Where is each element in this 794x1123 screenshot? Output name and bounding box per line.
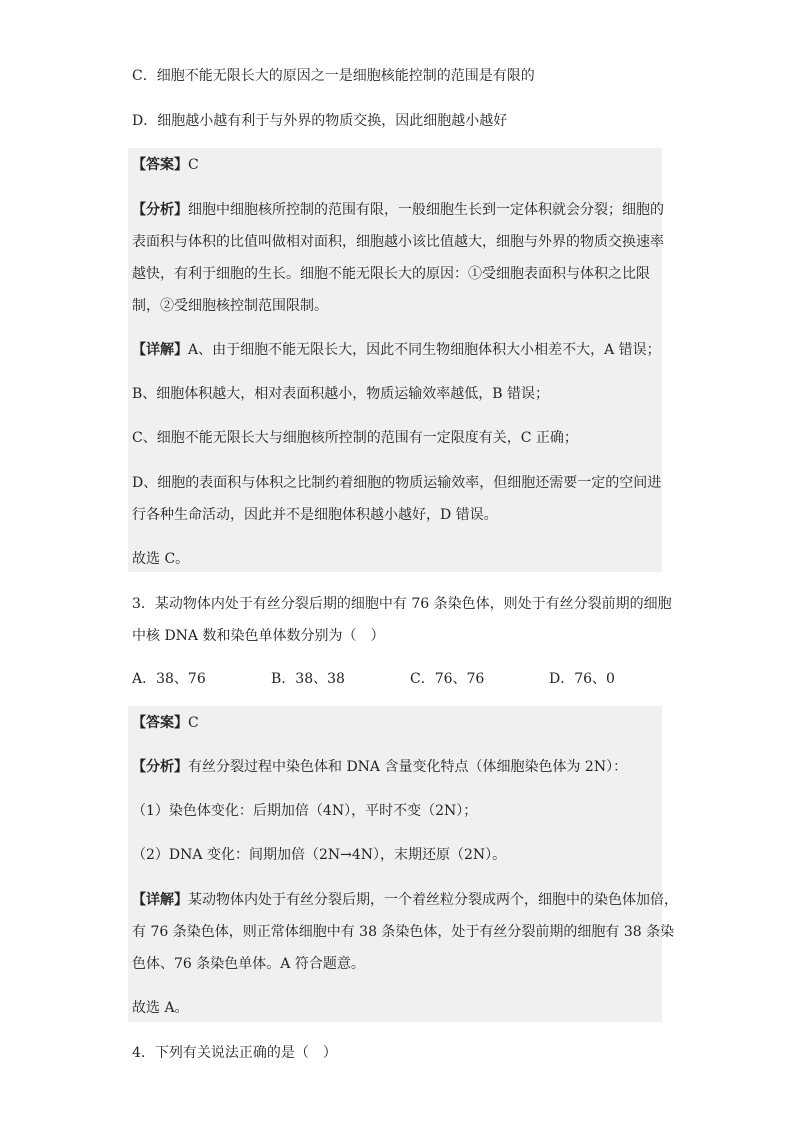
q3-analysis-line-1	[132, 757, 627, 777]
option-c: C．细胞不能无限长大的原因之一是细胞核能控制的范围是有限的	[132, 68, 535, 84]
q3-answer	[132, 713, 199, 733]
q3-analysis-text: 有丝分裂过程中染色体和 DNA 含量变化特点（体细胞染色体为 2N）：	[188, 759, 628, 775]
q3-option-b: B．38、38	[271, 671, 345, 687]
q3-analysis-line-3: （2）DNA 变化：间期加倍（2N→4N），末期还原（2N）。	[132, 847, 507, 863]
q3-stem-line-1: 3．某动物体内处于有丝分裂后期的细胞中有 76 条染色体，则处于有丝分裂前期的细胞	[132, 596, 672, 612]
q3-stem-line-2: 中核 DNA 数和染色单体数分别为（ ）	[132, 628, 385, 644]
q3-detail-line-3: 色体、76 条染色单体。A 符合题意。	[132, 956, 365, 972]
q3-detail-text: 某动物体内处于有丝分裂后期，一个着丝粒分裂成两个，细胞中的染色体加倍，	[188, 892, 678, 908]
q3-analysis-line-2: （1）染色体变化：后期加倍（4N），平时不变（2N）；	[132, 803, 478, 819]
q2-detail-tag: 【详解】	[132, 342, 188, 358]
q3-detail-line-1	[132, 890, 678, 910]
q2-detail-line-4: D、细胞的表面积与体积之比制约着细胞的物质运输效率，但细胞还需要一定的空间进	[132, 475, 662, 491]
q3-option-a: A．38、76	[132, 671, 206, 687]
q3-analysis-tag: 【分析】	[132, 759, 188, 775]
q2-analysis-line-1	[132, 200, 664, 220]
q3-option-c: C．76、76	[410, 671, 485, 687]
option-d: D．细胞越小越有利于与外界的物质交换，因此细胞越小越好	[132, 113, 508, 129]
q2-conclusion: 故选 C。	[132, 551, 190, 567]
q2-detail-line-2: B、细胞体积越大，相对表面积越小，物质运输效率越低，B 错误；	[132, 386, 550, 402]
q3-detail-tag: 【详解】	[132, 892, 188, 908]
q2-analysis-line-4: 制，②受细胞核控制范围限制。	[132, 298, 328, 314]
q2-analysis-tag: 【分析】	[132, 202, 188, 218]
q4-stem: 4．下列有关说法正确的是（ ）	[132, 1045, 337, 1061]
q3-conclusion: 故选 A。	[132, 1000, 189, 1016]
q2-analysis-text: 细胞中细胞核所控制的范围有限，一般细胞生长到一定体积就会分裂；细胞的	[188, 202, 664, 218]
q2-answer	[132, 155, 199, 175]
q3-detail-line-2: 有 76 条染色体，则正常体细胞中有 38 条染色体，处于有丝分裂前期的细胞有 38 条染	[132, 924, 675, 940]
q2-analysis-line-3: 越快，有利于细胞的生长。细胞不能无限长大的原因：①受细胞表面积与体积之比限	[132, 266, 650, 282]
q2-detail-line-1	[132, 340, 661, 360]
q3-answer-value: C	[188, 715, 199, 731]
q2-analysis-line-2: 表面积与体积的比值叫做相对面积，细胞越小该比值越大，细胞与外界的物质交换速率	[132, 234, 664, 250]
q3-option-d: D．76、0	[549, 671, 615, 687]
q2-detail-line-3: C、细胞不能无限长大与细胞核所控制的范围有一定限度有关，C 正确；	[132, 430, 578, 446]
q2-detail-line-5: 行各种生命活动，因此并不是细胞体积越小越好，D 错误。	[132, 507, 498, 523]
q2-answer-tag: 【答案】	[132, 157, 188, 173]
q2-answer-value: C	[188, 157, 199, 173]
q2-detail-text: A、由于细胞不能无限长大，因此不同生物细胞体积大小相差不大，A 错误；	[188, 342, 661, 358]
q3-answer-tag: 【答案】	[132, 715, 188, 731]
